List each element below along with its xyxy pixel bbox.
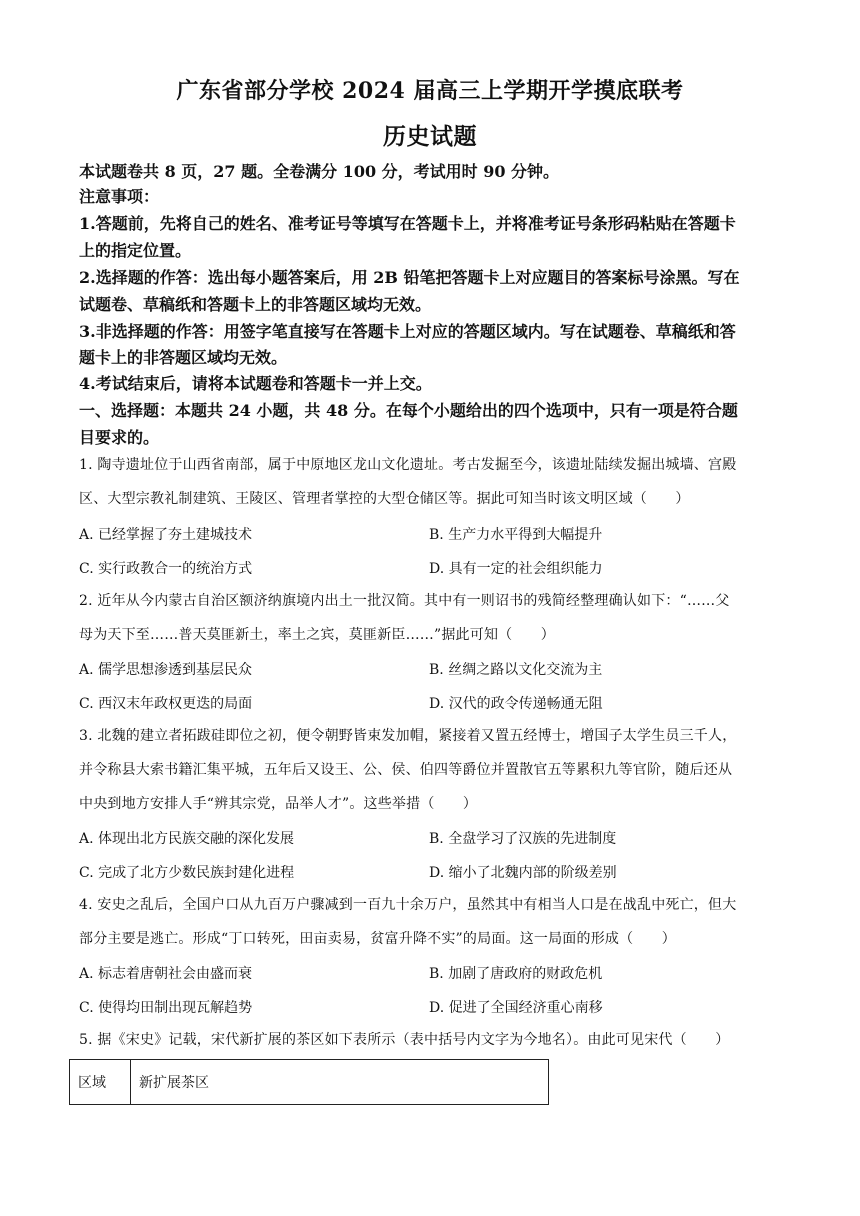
question-3-stem-line-1: 3. 北魏的建立者拓跋硅即位之初，便令朝野皆束发加帽，紧接着又置五经博士，增国子太学生员三千人， (79, 728, 737, 744)
question-4-option-c[interactable]: C. 使得均田制出现瓦解趋势 (79, 1000, 253, 1016)
note-1-line-2: 上的指定位置。 (79, 241, 192, 260)
exam-subtitle: 历史试题 (383, 123, 477, 150)
table-row (70, 1060, 549, 1105)
table-header-new-tea-areas: 新扩展茶区 (131, 1060, 549, 1105)
question-1-stem-line-1: 1. 陶寺遗址位于山西省南部，属于中原地区龙山文化遗址。考古发掘至今，该遗址陆续发掘出城墙、宫殿 (79, 457, 737, 473)
question-1-option-d[interactable]: D. 具有一定的社会组织能力 (429, 561, 603, 577)
exam-title: 广东省部分学校 2024 届高三上学期开学摸底联考 (176, 78, 684, 104)
question-3-option-b[interactable]: B. 全盘学习了汉族的先进制度 (429, 831, 617, 847)
question-4-option-a[interactable]: A. 标志着唐朝社会由盛而衰 (79, 966, 253, 982)
note-3-line-2: 题卡上的非答题区域均无效。 (79, 348, 288, 367)
question-3-option-c[interactable]: C. 完成了北方少数民族封建化进程 (79, 865, 295, 881)
notes-heading: 注意事项： (79, 187, 160, 206)
note-2-line-2: 试题卷、草稿纸和答题卡上的非答题区域均无效。 (79, 295, 432, 314)
question-1-stem-line-2: 区、大型宗教礼制建筑、王陵区、管理者掌控的大型仓储区等。据此可知当时该文明区域（ ） (79, 491, 690, 507)
question-2-stem-line-1: 2. 近年从今内蒙古自治区额济纳旗境内出土一批汉简。其中有一则诏书的残简经整理确认如下：“……父 (79, 593, 730, 609)
question-4-stem-line-1: 4. 安史之乱后，全国户口从九百万户骤减到一百九十余万户，虽然其中有相当人口是在战乱中死亡，但大 (79, 897, 737, 913)
question-3-option-d[interactable]: D. 缩小了北魏内部的阶级差别 (429, 865, 617, 881)
question-3-option-a[interactable]: A. 体现出北方民族交融的深化发展 (79, 831, 295, 847)
question-2-option-b[interactable]: B. 丝绸之路以文化交流为主 (429, 662, 603, 678)
note-1-line-1: 1.答题前，先将自己的姓名、准考证号等填写在答题卡上，并将准考证号条形码粘贴在答题卡 (79, 214, 736, 233)
section-heading-line-2: 目要求的。 (79, 428, 160, 447)
question-4-option-d[interactable]: D. 促进了全国经济重心南移 (429, 1000, 603, 1016)
section-heading-line-1: 一、选择题：本题共 24 小题，共 48 分。在每个小题给出的四个选项中，只有一项是符合题 (79, 401, 738, 420)
note-3-line-1: 3.非选择题的作答：用签字笔直接写在答题卡上对应的答题区域内。写在试题卷、草稿纸和答 (79, 322, 736, 341)
question-4-stem-line-2: 部分主要是逃亡。形成“丁口转死，田亩卖易，贫富升降不实”的局面。这一局面的形成（ ） (79, 931, 676, 947)
question-5-stem-line-1: 5. 据《宋史》记载，宋代新扩展的茶区如下表所示（表中括号内文字为今地名）。由此可见宋代（ ） (79, 1032, 730, 1048)
question-3-stem-line-3: 中央到地方安排人手“辨其宗党，品举人才”。这些举措（ ） (79, 796, 478, 812)
note-4-line-1: 4.考试结束后，请将本试题卷和答题卡一并上交。 (79, 374, 432, 393)
question-2-option-d[interactable]: D. 汉代的政令传递畅通无阻 (429, 696, 603, 712)
note-2-line-1: 2.选择题的作答：选出每小题答案后，用 2B 铅笔把答题卡上对应题目的答案标号涂黑。写在 (79, 268, 740, 287)
table-header-region: 区域 (70, 1060, 131, 1105)
question-1-option-a[interactable]: A. 已经掌握了夯土建城技术 (79, 527, 253, 543)
question-2-stem-line-2: 母为天下至……普天莫匪新土，率土之宾，莫匪新臣……”据此可知（ ） (79, 627, 555, 643)
question-2-option-a[interactable]: A. 儒学思想渗透到基层民众 (79, 662, 253, 678)
question-3-stem-line-2: 并令称县大索书籍汇集平城，五年后又设王、公、侯、伯四等爵位并置散官五等累积九等官阶，随后还从 (79, 762, 733, 778)
question-1-option-b[interactable]: B. 生产力水平得到大幅提升 (429, 527, 603, 543)
question-1-option-c[interactable]: C. 实行政教合一的统治方式 (79, 561, 253, 577)
exam-intro: 本试题卷共 8 页，27 题。全卷满分 100 分，考试用时 90 分钟。 (79, 162, 560, 181)
tea-region-table (69, 1059, 549, 1105)
question-2-option-c[interactable]: C. 西汉末年政权更迭的局面 (79, 696, 253, 712)
question-4-option-b[interactable]: B. 加剧了唐政府的财政危机 (429, 966, 603, 982)
